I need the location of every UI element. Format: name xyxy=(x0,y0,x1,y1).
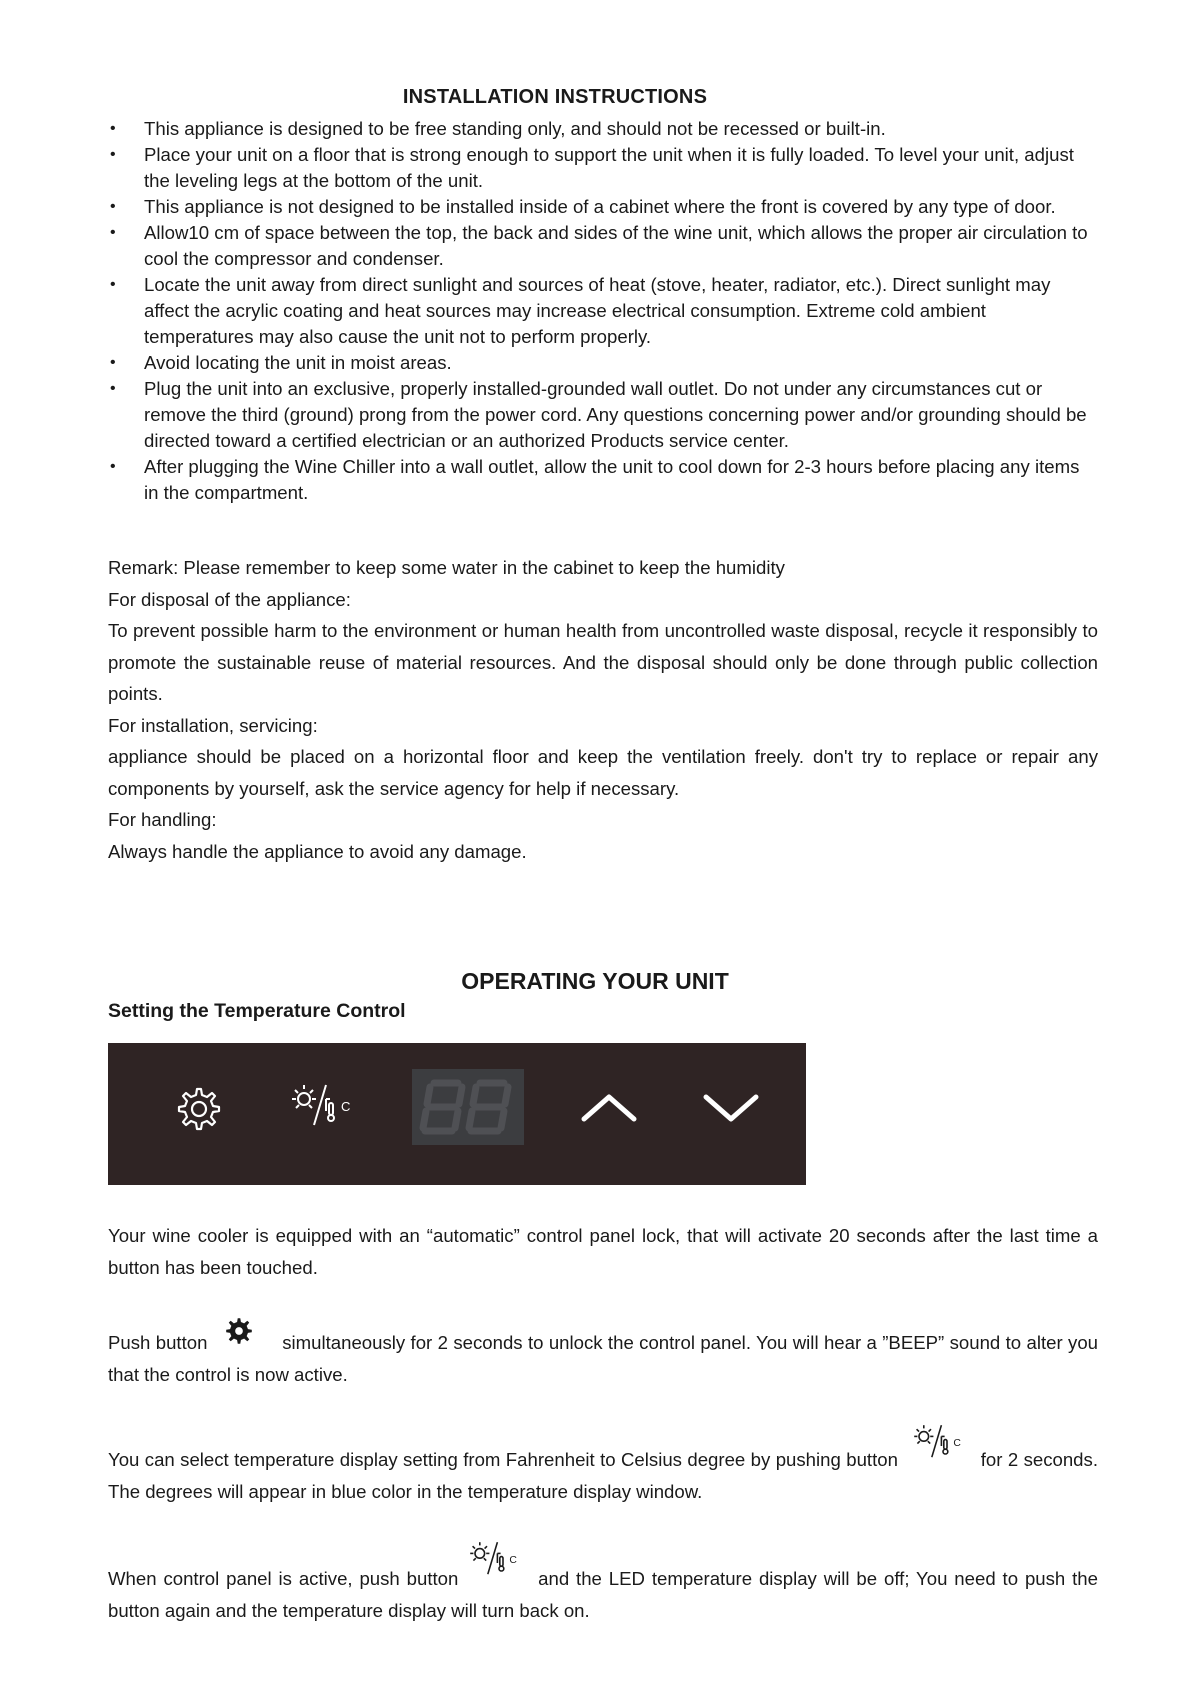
operating-title: OPERATING YOUR UNIT xyxy=(461,968,729,994)
list-item: • This appliance is designed to be free standing only, and should not be recessed or built-in. xyxy=(108,116,1098,142)
bullet-icon: • xyxy=(110,146,116,163)
list-item: • Avoid locating the unit in moist areas. xyxy=(108,350,1098,376)
chevron-down-icon xyxy=(700,1087,762,1127)
bullet-icon: • xyxy=(110,354,116,371)
remark-text: Remark: Please remember to keep some water in the cabinet to keep the humidity xyxy=(108,557,785,578)
bullet-icon: • xyxy=(110,276,116,293)
temperature-up-button[interactable] xyxy=(578,1087,640,1127)
handling-text: Always handle the appliance to avoid any damage. xyxy=(108,840,527,862)
unit-select-instruction: You can select temperature display setting from Fahrenheit to Celsius degree by pushing button for 2 seconds. The degrees will appear in blue color in the temperature display window. xyxy=(108,1422,1098,1508)
gear-icon xyxy=(174,1084,224,1134)
gear-icon xyxy=(223,1315,255,1357)
installation-title: INSTALLATION INSTRUCTIONS xyxy=(402,86,708,108)
installation-heading: For installation, servicing: xyxy=(108,714,318,736)
chevron-up-icon xyxy=(578,1087,640,1127)
disposal-heading: For disposal of the appliance: xyxy=(108,588,351,610)
installation-text: appliance should be placed on a horizontal floor and keep the ventilation freely. don't try to replace or repair any components by yourself, ask the service agency for help if necessary. xyxy=(108,746,1098,799)
bullet-icon: • xyxy=(110,198,116,215)
unlock-instruction: Push button simultaneously for 2 seconds to unlock the control panel. You will hear a ”BEEP” sound to alter you that the control is now active. xyxy=(108,1315,1098,1391)
list-item: • Allow10 cm of space between the top, the back and sides of the wine unit, which allows the proper air circulation to cool the compressor and condenser. xyxy=(110,222,1088,269)
handling-heading: For handling: xyxy=(108,809,217,830)
disposal-text: To prevent possible harm to the environment or human health from uncontrolled waste disposal, recycle it responsibly to promote the sustainable reuse of material resources. And the disposal should only be done through public collection points. xyxy=(108,620,1098,704)
light-temp-unit-icon xyxy=(911,1422,967,1472)
list-item: • Locate the unit away from direct sunlight and sources of heat (stove, heater, radiator, etc.). Direct sunlight may affect the acrylic coating and heat sources may increase electrical consumption. Extreme cold ambient temperatures may also cause the unit not to perform properly. xyxy=(110,274,1051,347)
light-temp-unit-button[interactable] xyxy=(288,1081,358,1131)
notes-section xyxy=(108,552,1098,867)
bullet-icon: • xyxy=(110,120,116,137)
settings-button[interactable] xyxy=(174,1084,224,1134)
list-item: • Plug the unit into an exclusive, properly installed-grounded wall outlet. Do not under any circumstances cut or remove the third (ground) prong from the power cord. Any questions concerning power and/or grounding should be directed toward a certified electrician or an authorized Products service center. xyxy=(110,378,1087,451)
temperature-display xyxy=(412,1069,524,1145)
list-item: • Place your unit on a floor that is strong enough to support the unit when it is fully loaded. To level your unit, adjust the leveling legs at the bottom of the unit. xyxy=(110,144,1074,191)
lock-description: Your wine cooler is equipped with an “automatic” control panel lock, that will activate 20 seconds after the last time a button has been touched. xyxy=(108,1225,1098,1278)
list-item: • This appliance is not designed to be installed inside of a cabinet where the front is covered by any type of door. xyxy=(108,194,1098,220)
led-toggle-instruction: When control panel is active, push button and the LED temperature display will be off; You need to push the button again and the temperature display will turn back on. xyxy=(108,1539,1098,1627)
installation-list xyxy=(108,116,1098,506)
light-temp-unit-icon xyxy=(288,1081,358,1131)
temperature-control-subtitle: Setting the Temperature Control xyxy=(108,1000,406,1022)
bullet-icon: • xyxy=(110,224,116,241)
bullet-icon: • xyxy=(110,380,116,397)
list-item: • After plugging the Wine Chiller into a wall outlet, allow the unit to cool down for 2-3 hours before placing any items in the compartment. xyxy=(110,456,1080,503)
bullet-icon: • xyxy=(110,458,116,475)
control-panel xyxy=(108,1043,806,1185)
light-temp-unit-icon xyxy=(467,1539,523,1589)
operating-instructions xyxy=(108,1220,1098,1658)
temperature-down-button[interactable] xyxy=(700,1087,762,1127)
seven-segment-digits xyxy=(412,1069,524,1145)
